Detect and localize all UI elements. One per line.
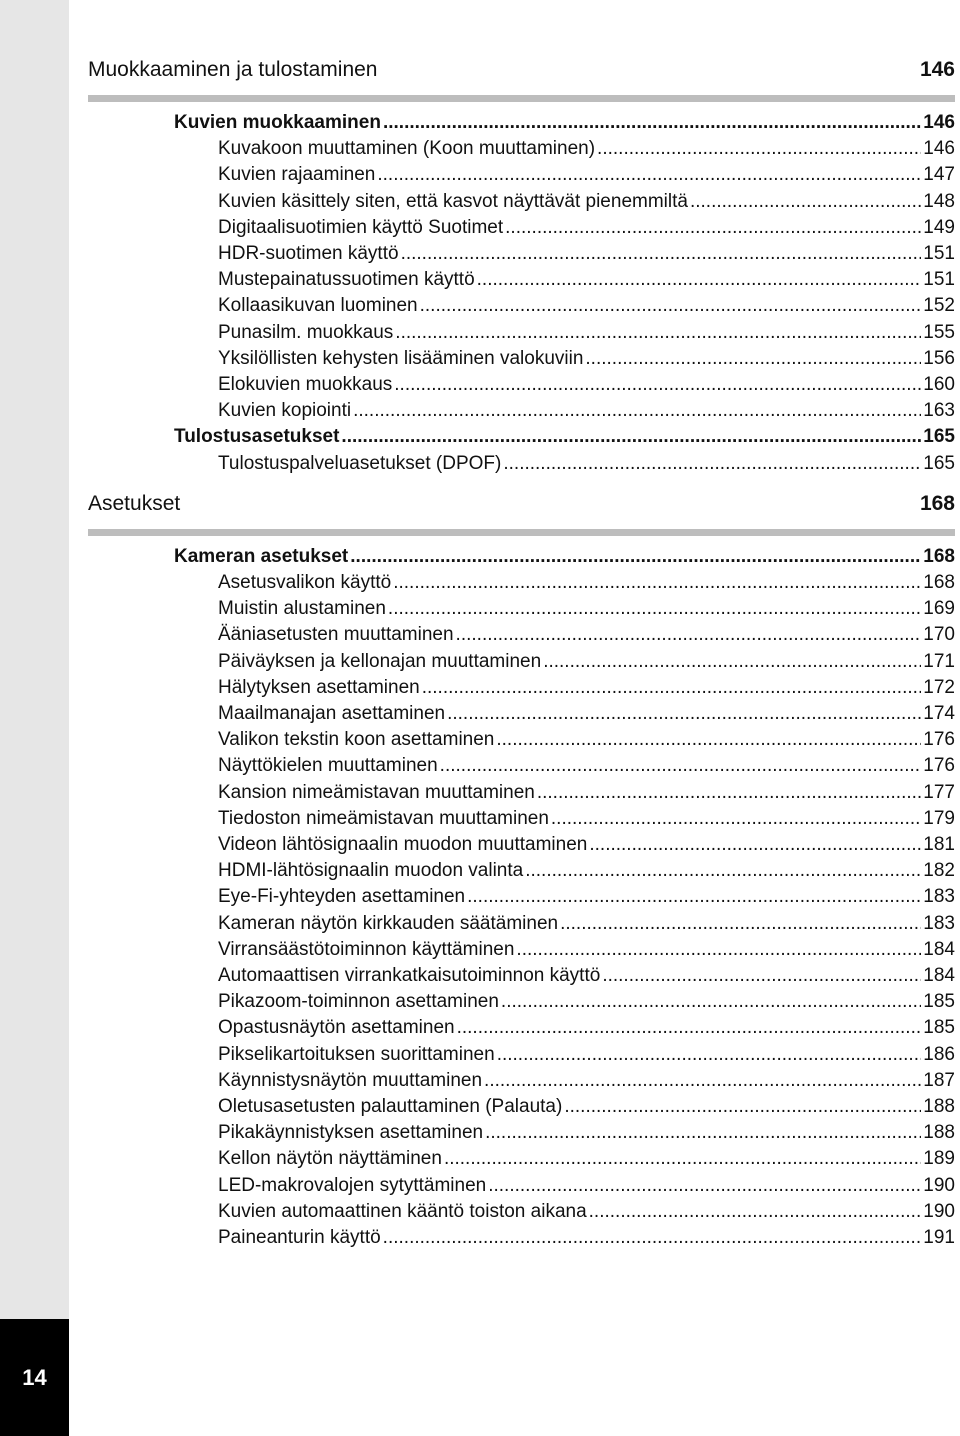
toc-entry[interactable]: [218, 1199, 955, 1225]
toc-entry-title: Kameran asetukset: [174, 545, 349, 567]
toc-entry-title: Hälytyksen asettaminen: [218, 676, 420, 698]
toc-entry-page: 181: [923, 834, 955, 855]
toc-entry[interactable]: [218, 622, 955, 648]
toc-entry[interactable]: [218, 372, 955, 398]
toc-entry-title: Opastusnäytön asettaminen: [218, 1017, 455, 1039]
dot-leader: [467, 884, 921, 910]
toc-entry-title: Kansion nimeämistavan muuttaminen: [218, 781, 535, 803]
toc-entry[interactable]: [218, 832, 955, 858]
toc-entry-title: Tulostuspalveluasetukset (DPOF): [218, 452, 502, 474]
toc-entry[interactable]: [218, 1015, 955, 1041]
toc-entry[interactable]: [218, 884, 955, 910]
toc-entry[interactable]: [218, 346, 955, 372]
page-number: 14: [0, 1319, 69, 1436]
toc-entry-page: 190: [923, 1200, 955, 1222]
dot-leader: [551, 806, 921, 832]
dot-leader: [497, 1042, 922, 1068]
dot-leader: [585, 346, 921, 372]
dot-leader: [456, 622, 922, 648]
toc-entry-page: 168: [923, 545, 955, 567]
toc-entry-title: Mustepainatussuotimen käyttö: [218, 269, 475, 291]
toc-entry-title: Automaattisen virrankatkaisutoiminnon käyttö: [218, 965, 601, 986]
toc-entry-page: 146: [923, 138, 955, 160]
toc-entry[interactable]: [218, 753, 955, 779]
toc-entry[interactable]: [218, 806, 955, 832]
toc-entry[interactable]: [218, 727, 955, 753]
toc-entry-page: 146: [923, 112, 955, 133]
dot-leader: [501, 989, 921, 1015]
toc-entry[interactable]: [218, 675, 955, 701]
toc-entry-title: Oletusasetusten palauttaminen (Palauta): [218, 1096, 563, 1117]
dot-leader: [394, 372, 921, 398]
dot-leader: [503, 451, 921, 477]
toc-entry-title: Kuvien kopiointi: [218, 400, 352, 422]
toc-entry-page: 168: [923, 572, 955, 593]
toc-entry-page: 177: [923, 781, 955, 803]
toc-entry[interactable]: [218, 937, 955, 963]
dot-leader: [597, 136, 921, 162]
dot-leader: [477, 267, 922, 293]
toc-entry-page: 156: [923, 347, 955, 369]
toc-entry-page: 188: [923, 1122, 955, 1144]
toc-entry[interactable]: [218, 780, 955, 806]
toc-entry-page: 184: [923, 965, 955, 986]
toc-entry-title: Pikazoom-toiminnon asettaminen: [218, 991, 499, 1013]
toc-entry[interactable]: [218, 162, 955, 188]
toc-entry-title: Kuvien rajaaminen: [218, 164, 376, 186]
toc-entry-title: Kuvien käsittely siten, että kasvot näyttävät pienemmiltä: [218, 190, 688, 212]
section-page: 168: [919, 491, 955, 515]
toc-entry[interactable]: [218, 1068, 955, 1094]
dot-leader: [341, 424, 921, 450]
toc-entry[interactable]: [218, 267, 955, 293]
toc-entry-page: 170: [923, 624, 955, 646]
dot-leader: [440, 753, 922, 779]
toc-entry-title: Kollaasikuvan luominen: [218, 295, 418, 317]
toc-entry-page: 160: [923, 374, 955, 395]
toc-entry-page: 152: [923, 295, 955, 317]
dot-leader: [395, 320, 921, 346]
toc-entry-page: 176: [923, 729, 955, 751]
toc-entry-title: Punasilm. muokkaus: [218, 321, 394, 343]
toc-entry[interactable]: [218, 189, 955, 215]
dot-leader: [496, 727, 921, 753]
toc-entry-title: Kuvakoon muuttaminen (Koon muuttaminen): [218, 138, 596, 160]
toc-entry-page: 151: [923, 243, 955, 264]
dot-leader: [353, 398, 921, 424]
toc-entry-page: 165: [923, 452, 955, 474]
toc-entry-title: Yksilöllisten kehysten lisääminen valokuviin: [218, 347, 584, 369]
toc-entry-page: 189: [923, 1148, 955, 1170]
dot-leader: [484, 1068, 921, 1094]
dot-leader: [377, 162, 921, 188]
toc-entry[interactable]: [218, 570, 955, 596]
toc-entry-page: 169: [923, 598, 955, 620]
toc-entry-page: 179: [923, 807, 955, 829]
toc-entry-title: Digitaalisuotimien käyttö Suotimet: [218, 216, 504, 238]
toc-entry[interactable]: [218, 989, 955, 1015]
section-heading: [88, 489, 955, 519]
toc-entry[interactable]: [218, 293, 955, 319]
toc-entry[interactable]: [218, 320, 955, 346]
toc-entry[interactable]: [218, 858, 955, 884]
toc-entry-title: Eye-Fi-yhteyden asettaminen: [218, 886, 466, 908]
toc-entry[interactable]: [174, 110, 955, 136]
toc-entry-title: Käynnistysnäytön muuttaminen: [218, 1069, 483, 1091]
toc-entry-title: Paineanturin käyttö: [218, 1227, 381, 1248]
toc-entry-title: Pikakäynnistyksen asettaminen: [218, 1122, 484, 1144]
toc-entry[interactable]: [218, 1120, 955, 1146]
toc-entry-page: 185: [923, 991, 955, 1013]
section-title: Asetukset: [88, 491, 181, 515]
side-strip: [0, 0, 69, 1436]
toc-entry-title: LED-makrovalojen sytyttäminen: [218, 1174, 487, 1196]
toc-entry-page: 147: [923, 164, 955, 186]
toc-entry-page: 187: [923, 1069, 955, 1091]
dot-leader: [383, 1225, 922, 1251]
toc-entry-title: Kuvien muokkaaminen: [174, 112, 381, 133]
toc-entry-title: Asetusvalikon käyttö: [218, 572, 392, 593]
section-rule: [88, 529, 955, 536]
toc-entry[interactable]: [218, 701, 955, 727]
toc-entry[interactable]: [218, 596, 955, 622]
dot-leader: [543, 649, 921, 675]
dot-leader: [457, 1015, 922, 1041]
toc-entry-page: 182: [923, 860, 955, 882]
toc-entry-title: HDMI-lähtösignaalin muodon valinta: [218, 860, 524, 882]
toc-entry-title: Päiväyksen ja kellonajan muuttaminen: [218, 650, 542, 672]
toc-entry-title: Tulostusasetukset: [174, 426, 340, 448]
dot-leader: [602, 963, 921, 989]
toc-entry-title: Elokuvien muokkaus: [218, 374, 393, 395]
toc-entry-page: 174: [923, 703, 955, 724]
dot-leader: [383, 110, 921, 136]
toc-entry-page: 184: [923, 938, 955, 960]
dot-leader: [422, 675, 922, 701]
toc-entry-page: 183: [923, 912, 955, 934]
toc-entry[interactable]: [218, 451, 955, 477]
section-title: Muokkaaminen ja tulostaminen: [88, 58, 378, 81]
dot-leader: [401, 241, 922, 267]
toc-entry[interactable]: [218, 1146, 955, 1172]
section-heading: [88, 55, 955, 85]
toc-entry-title: Valikon tekstin koon asettaminen: [218, 729, 495, 751]
toc-entry-page: 172: [923, 676, 955, 698]
toc-entry[interactable]: [174, 544, 955, 570]
toc-entry[interactable]: [174, 424, 955, 450]
toc-entry-page: 149: [923, 216, 955, 238]
toc-entry-title: Kuvien automaattinen kääntö toiston aikana: [218, 1200, 587, 1222]
dot-leader: [537, 780, 921, 806]
toc-entry-page: 171: [923, 650, 955, 672]
dot-leader: [444, 1146, 921, 1172]
toc-entry[interactable]: [218, 911, 955, 937]
toc-entry-page: 165: [923, 426, 955, 448]
dot-leader: [516, 937, 921, 963]
dot-leader: [393, 570, 921, 596]
toc-entry-title: HDR-suotimen käyttö: [218, 243, 399, 264]
toc-entry-title: Muistin alustaminen: [218, 598, 386, 620]
toc-entry[interactable]: [218, 215, 955, 241]
dot-leader: [488, 1173, 921, 1199]
toc-entry-page: 185: [923, 1017, 955, 1039]
toc-entry-page: 188: [923, 1096, 955, 1117]
dot-leader: [589, 832, 921, 858]
toc-entry-title: Pikselikartoituksen suorittaminen: [218, 1043, 495, 1065]
toc-entry-title: Kameran näytön kirkkauden säätäminen: [218, 912, 559, 934]
toc-entry-page: 155: [923, 321, 955, 343]
toc-entry[interactable]: [218, 649, 955, 675]
toc-entry[interactable]: [218, 1042, 955, 1068]
toc-entry-title: Maailmanajan asettaminen: [218, 703, 446, 724]
toc-entry-page: 190: [923, 1174, 955, 1196]
toc-entry-title: Videon lähtösignaalin muodon muuttaminen: [218, 834, 588, 855]
dot-leader: [560, 911, 921, 937]
toc-entry-page: 148: [923, 190, 955, 212]
dot-leader: [350, 544, 921, 570]
toc-entry[interactable]: [218, 136, 955, 162]
toc-entry[interactable]: [218, 241, 955, 267]
section-page: 146: [919, 58, 955, 81]
dot-leader: [505, 215, 921, 241]
dot-leader: [447, 701, 921, 727]
toc-entry-page: 191: [923, 1227, 955, 1248]
toc-entry-page: 176: [923, 755, 955, 777]
toc-entry-title: Virransäästötoiminnon käyttäminen: [218, 938, 515, 960]
toc-entry-page: 186: [923, 1043, 955, 1065]
toc-entry-title: Kellon näytön näyttäminen: [218, 1148, 442, 1170]
toc-entry-page: 183: [923, 886, 955, 908]
toc-entry[interactable]: [218, 1225, 955, 1251]
dot-leader: [420, 293, 922, 319]
toc-entry-title: Ääniasetusten muuttaminen: [218, 624, 454, 646]
dot-leader: [589, 1199, 922, 1225]
toc-entry-title: Tiedoston nimeämistavan muuttaminen: [218, 807, 549, 829]
dot-leader: [525, 858, 921, 884]
section-rule: [88, 95, 955, 102]
toc-entry-page: 151: [923, 269, 955, 291]
toc-entry-title: Näyttökielen muuttaminen: [218, 755, 438, 777]
dot-leader: [564, 1094, 921, 1120]
toc-entry[interactable]: [218, 1173, 955, 1199]
toc-entry[interactable]: [218, 963, 955, 989]
toc-entry[interactable]: [218, 1094, 955, 1120]
toc-entry-page: 163: [923, 400, 955, 422]
dot-leader: [388, 596, 921, 622]
dot-leader: [485, 1120, 921, 1146]
toc-entry[interactable]: [218, 398, 955, 424]
dot-leader: [690, 189, 921, 215]
